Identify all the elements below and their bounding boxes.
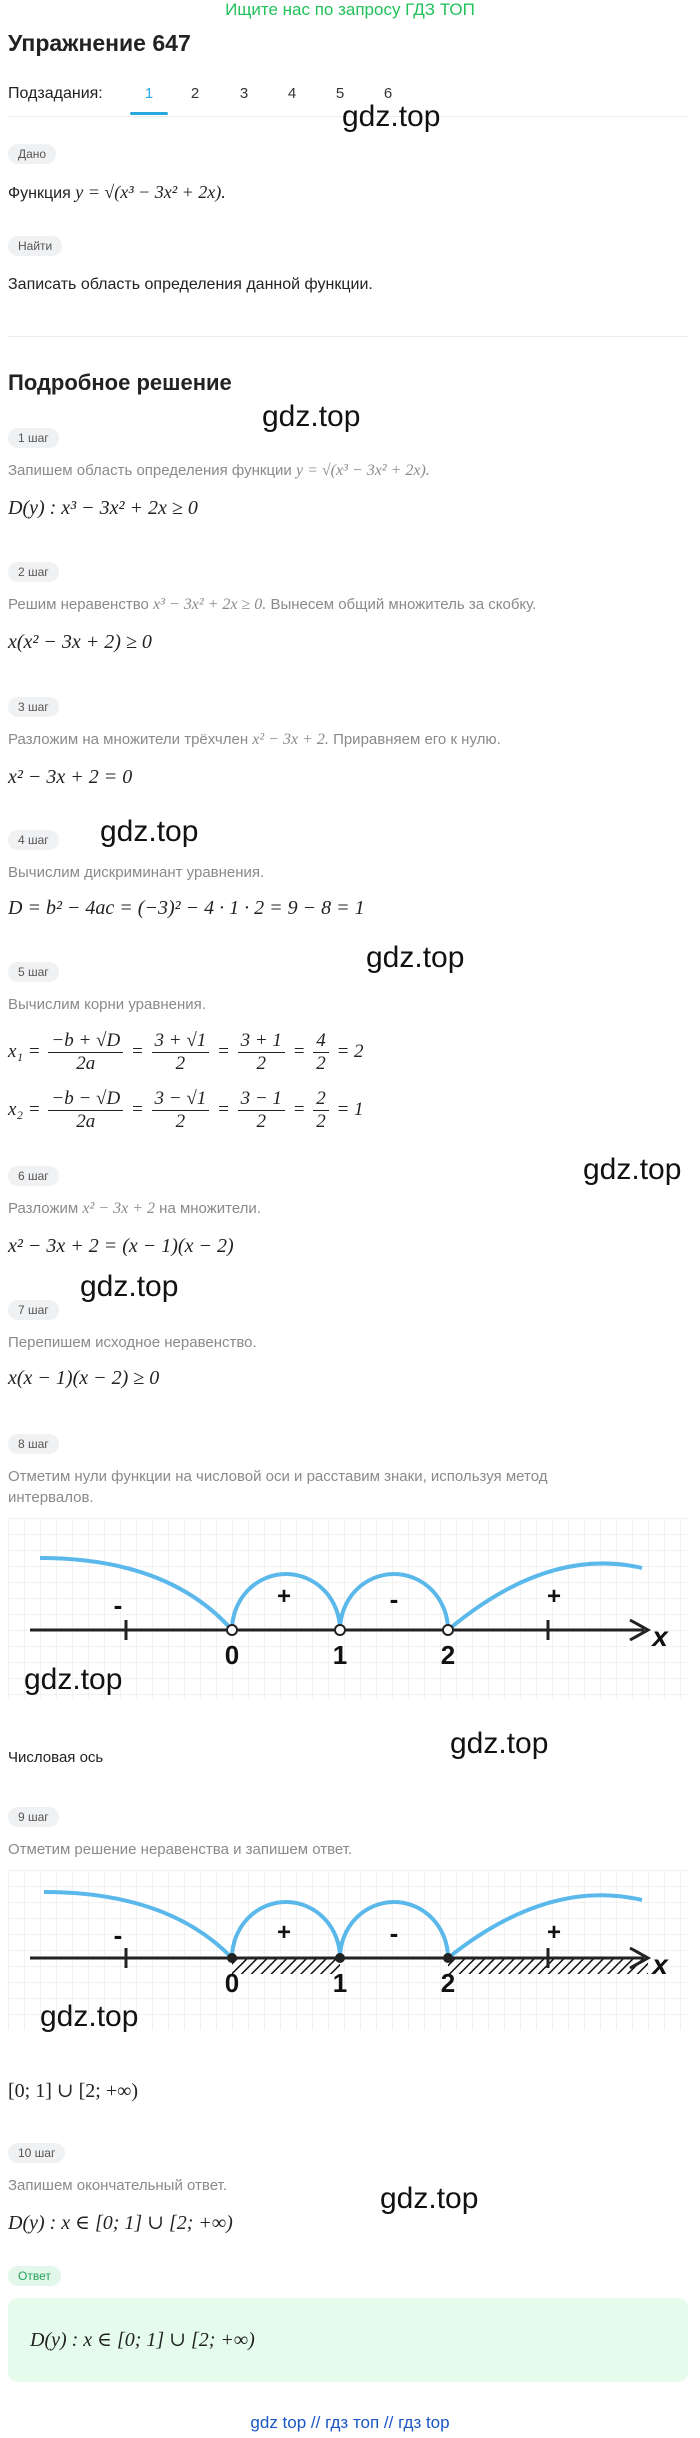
x1-formula: x₁ = $\frac{-b + √D}{2a}$ = $\frac{3 + √1}{2}$ = $\frac{3 + 1}{2}$ = $\frac{4}{2}$ = 2: [8, 1030, 364, 1074]
tab-subtask-2[interactable]: 2: [190, 85, 200, 102]
zero-point: [227, 1625, 237, 1635]
answer-badge: Ответ: [8, 2266, 61, 2286]
zero-point: [335, 1625, 345, 1635]
step-formula: x² − 3x + 2 = (x − 1)(x − 2): [8, 1235, 234, 1257]
axis-label: x: [652, 1949, 668, 1980]
top-link[interactable]: Ищите нас по запросу ГДЗ ТОП: [225, 0, 475, 19]
find-badge: Найти: [8, 236, 62, 256]
step-formula: [0; 1] ∪ [2; +∞): [8, 2080, 139, 2102]
watermark: gdz.top: [24, 1663, 123, 1696]
zero-point: [443, 1953, 453, 1963]
step-badge: 5 шаг: [8, 962, 59, 982]
step-badge: 9 шаг: [8, 1807, 59, 1827]
step-text: Перепишем исходное неравенство.: [8, 1334, 257, 1351]
step-text: Отметим решение неравенства и запишем ответ.: [8, 1841, 353, 1858]
step-formula: D = b² − 4ac = (−3)² − 4 · 1 · 2 = 9 − 8 = 1: [8, 897, 365, 919]
point-label: 2: [440, 1640, 456, 1670]
find-text: Записать область определения данной функции.: [8, 276, 373, 293]
answer-formula: D(y) : x ∈ [0; 1] ∪ [2; +∞): [30, 2329, 255, 2351]
subtasks-label: Подзадания:: [8, 85, 103, 102]
zero-point: [335, 1953, 345, 1963]
step-formula: x(x − 1)(x − 2) ≥ 0: [8, 1367, 160, 1389]
step-badge: 2 шаг: [8, 562, 59, 582]
sign-label: +: [276, 1583, 292, 1610]
step-text: Вычислим дискриминант уравнения.: [8, 864, 265, 881]
tab-subtask-1[interactable]: 1: [144, 85, 154, 102]
watermark: gdz.top: [100, 815, 199, 848]
watermark: gdz.top: [262, 400, 361, 433]
tab-subtask-4[interactable]: 4: [287, 85, 297, 102]
given-badge: Дано: [8, 144, 56, 164]
step-formula: x(x² − 3x + 2) ≥ 0: [8, 631, 152, 653]
step-text: Разложим x² − 3x + 2 на множители.: [8, 1200, 261, 1217]
watermark: gdz.top: [450, 1727, 549, 1760]
watermark: gdz.top: [583, 1153, 682, 1186]
point-label: 1: [332, 1968, 348, 1998]
sign-label: -: [389, 1918, 399, 1948]
step-text: Разложим на множители трёхчлен x² − 3x + 2. Приравняем его к нулю.: [8, 731, 501, 748]
step-text: Вычислим корни уравнения.: [8, 996, 206, 1013]
sign-label: +: [546, 1583, 562, 1610]
point-label: 0: [224, 1968, 240, 1998]
zero-point: [443, 1625, 453, 1635]
step-formula: x² − 3x + 2 = 0: [8, 766, 133, 788]
sign-label: -: [389, 1584, 399, 1614]
step-badge: 7 шаг: [8, 1300, 59, 1320]
tab-subtask-3[interactable]: 3: [239, 85, 249, 102]
step-text: Запишем область определения функции y = √(x³ − 3x² + 2x).: [8, 462, 430, 479]
step-badge: 4 шаг: [8, 830, 59, 850]
sign-label: +: [546, 1919, 562, 1946]
tab-subtask-5[interactable]: 5: [335, 85, 345, 102]
footer-links[interactable]: gdz top // гдз топ // гдз top: [250, 2413, 450, 2432]
tab-subtask-6[interactable]: 6: [383, 85, 393, 102]
given-text: Функция y = √(x³ − 3x² + 2x).: [8, 182, 226, 202]
divider: [8, 336, 688, 337]
point-label: 2: [440, 1968, 456, 1998]
solution-hatch: [232, 1958, 340, 1974]
step-badge: 6 шаг: [8, 1166, 59, 1186]
step-badge: 3 шаг: [8, 697, 59, 717]
x2-formula: x₂ = $\frac{-b - √D}{2a}$ = $\frac{3 - √1}{2}$ = $\frac{3 - 1}{2}$ = $\frac{2}{2}$ = 1: [8, 1088, 364, 1132]
sign-label: -: [113, 1590, 123, 1620]
step-text: Запишем окончательный ответ.: [8, 2177, 227, 2194]
page-title: Упражнение 647: [8, 30, 191, 56]
step-badge: 1 шаг: [8, 428, 59, 448]
active-tab-indicator: [130, 112, 168, 115]
sign-label: +: [276, 1919, 292, 1946]
diagram-caption: Числовая ось: [8, 1749, 104, 1766]
point-label: 1: [332, 1640, 348, 1670]
watermark: gdz.top: [40, 2000, 139, 2033]
axis-label: x: [652, 1621, 668, 1652]
step-badge: 10 шаг: [8, 2143, 65, 2163]
step-formula: D(y) : x³ − 3x² + 2x ≥ 0: [8, 497, 198, 519]
step-badge: 8 шаг: [8, 1434, 59, 1454]
watermark: gdz.top: [342, 100, 441, 133]
point-label: 0: [224, 1640, 240, 1670]
sign-label: -: [113, 1920, 123, 1950]
watermark: gdz.top: [380, 2182, 479, 2215]
watermark: gdz.top: [366, 941, 465, 974]
step-formula: D(y) : x ∈ [0; 1] ∪ [2; +∞): [8, 2212, 233, 2234]
solution-title: Подробное решение: [8, 370, 232, 395]
step-text: Решим неравенство x³ − 3x² + 2x ≥ 0. Вынесем общий множитель за скобку.: [8, 596, 537, 613]
watermark: gdz.top: [80, 1270, 179, 1303]
zero-point: [227, 1953, 237, 1963]
step-text: Отметим нули функции на числовой оси и расставим знаки, используя метод интервалов.: [8, 1468, 548, 1506]
